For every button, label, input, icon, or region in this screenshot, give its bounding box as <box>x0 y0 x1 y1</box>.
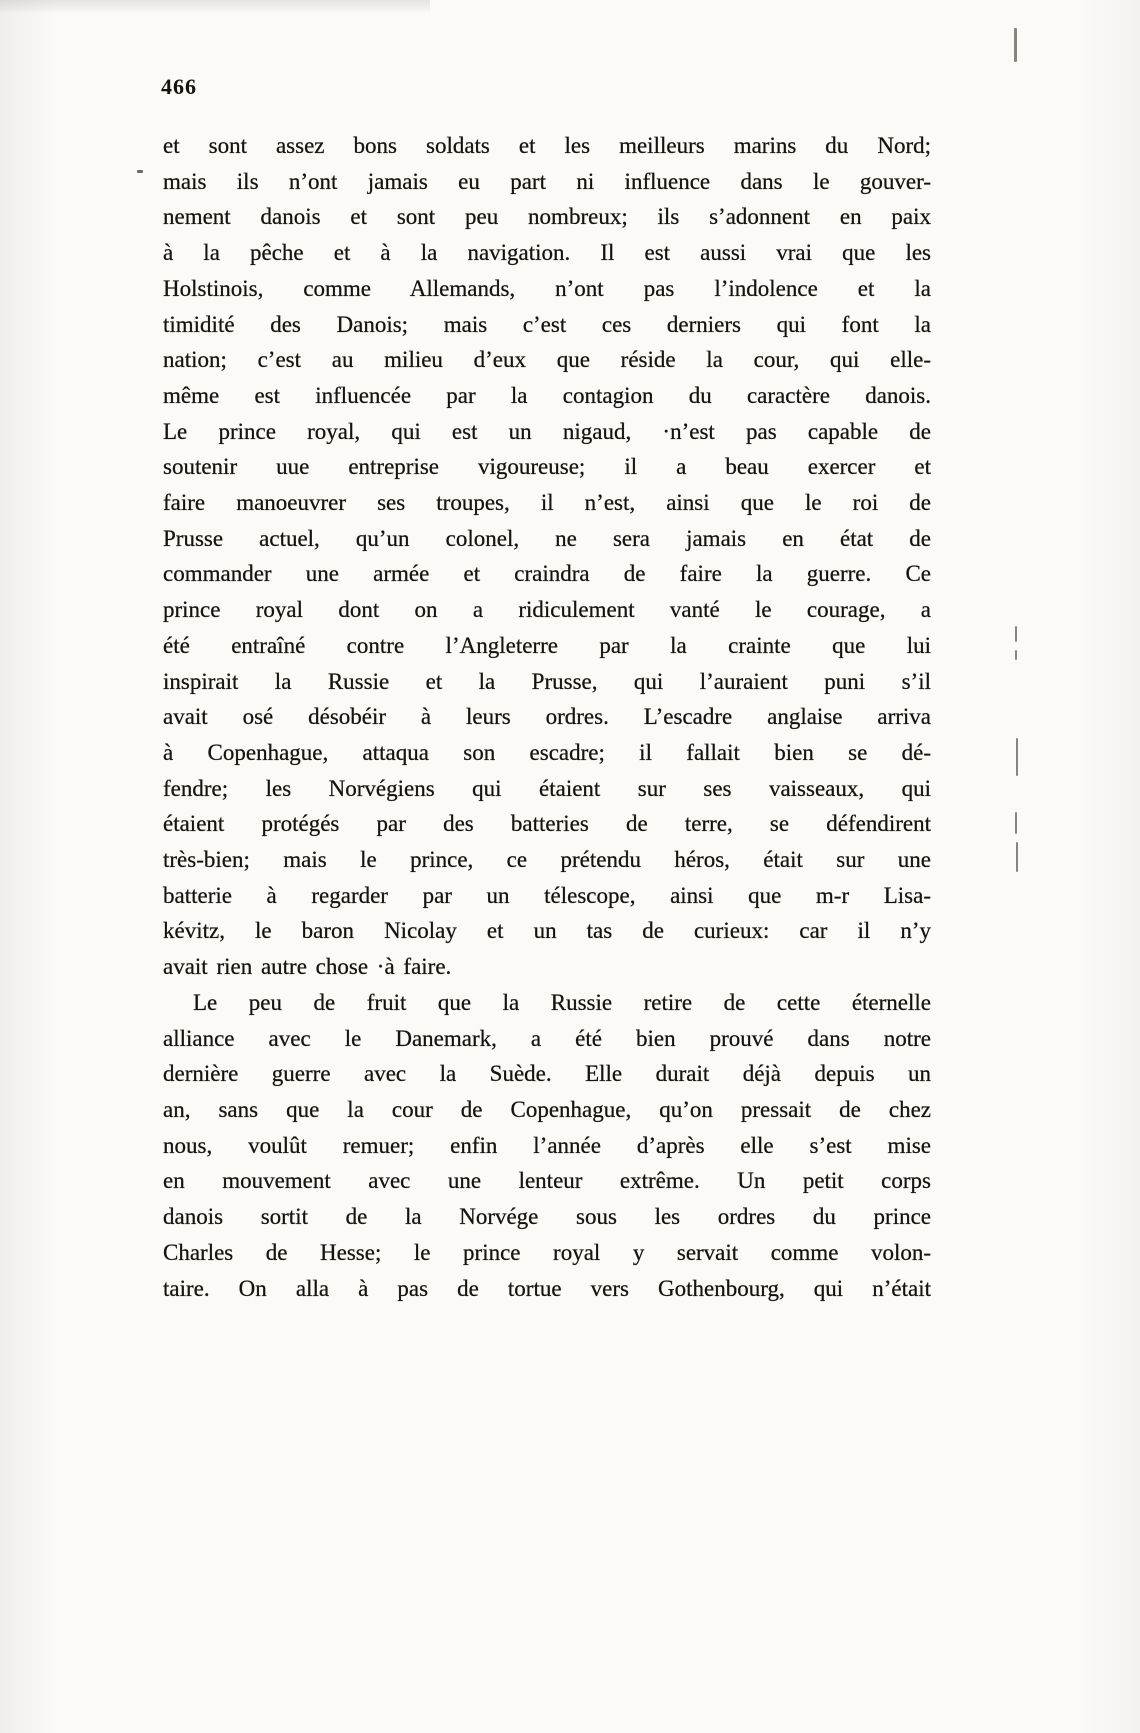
scan-artifact <box>1014 28 1017 62</box>
text-line: avait osé désobéir à leurs ordres. L’escadre anglaise arriva <box>163 704 931 730</box>
text-line: été entraîné contre l’Angleterre par la crainte que lui <box>163 632 931 658</box>
text-line: commander une armée et craindra de faire la guerre. Ce <box>163 561 931 587</box>
scan-artifact <box>1015 812 1017 834</box>
text-line: Charles de Hesse; le prince royal y servait comme volon- <box>163 1239 931 1265</box>
text-line: très-bien; mais le prince, ce prétendu héros, était sur une <box>163 847 931 873</box>
text-block <box>163 128 931 1306</box>
text-line: faire manoeuvrer ses troupes, il n’est, ainsi que le roi de <box>163 490 931 516</box>
text-line: inspirait la Russie et la Prusse, qui l’auraient puni s’il <box>163 668 931 694</box>
text-line: Holstinois, comme Allemands, n’ont pas l’indolence et la <box>163 275 931 301</box>
text-line: nation; c’est au milieu d’eux que réside la cour, qui elle- <box>163 347 931 373</box>
scan-artifact <box>137 170 143 173</box>
text-line: nement danois et sont peu nombreux; ils s’adonnent en paix <box>163 204 931 230</box>
text-line: étaient protégés par des batteries de terre, se défendirent <box>163 811 931 837</box>
text-line: en mouvement avec une lenteur extrême. Un petit corps <box>163 1168 931 1194</box>
text-line: et sont assez bons soldats et les meilleurs marins du Nord; <box>163 133 931 158</box>
text-line: dernière guerre avec la Suède. Elle durait déjà depuis un <box>163 1061 931 1087</box>
scan-artifact <box>1015 650 1017 660</box>
scan-artifact <box>1016 738 1018 776</box>
text-line: prince royal dont on a ridiculement vanté le courage, a <box>163 597 931 623</box>
text-line: an, sans que la cour de Copenhague, qu’on pressait de chez <box>163 1096 931 1122</box>
text-line: avait rien autre chose ·à faire. <box>163 954 452 980</box>
text-line: kévitz, le baron Nicolay et un tas de curieux: car il n’y <box>163 918 931 944</box>
text-line: Prusse actuel, qu’un colonel, ne sera jamais en état de <box>163 525 931 551</box>
text-line: danois sortit de la Norvége sous les ordres du prince <box>163 1204 931 1230</box>
text-line: batterie à regarder par un télescope, ainsi que m-r Lisa- <box>163 882 931 908</box>
text-line: soutenir uue entreprise vigoureuse; il a beau exercer et <box>163 454 931 480</box>
text-line: Le prince royal, qui est un nigaud, ·n’est pas capable de <box>163 418 931 444</box>
text-line: taire. On alla à pas de tortue vers Gothenbourg, qui n’était <box>163 1275 931 1301</box>
text-line: mais ils n’ont jamais eu part ni influence dans le gouver- <box>163 168 931 194</box>
scan-artifact <box>1016 842 1018 872</box>
page-number: 466 <box>161 74 197 99</box>
scan-artifact <box>1015 626 1017 642</box>
text-line: alliance avec le Danemark, a été bien prouvé dans notre <box>163 1025 931 1051</box>
text-line: à la pêche et à la navigation. Il est aussi vrai que les <box>163 240 931 266</box>
text-line: Le peu de fruit que la Russie retire de cette éternelle <box>193 989 931 1015</box>
text-line: nous, voulût remuer; enfin l’année d’après elle s’est mise <box>163 1132 931 1158</box>
text-line: même est influencée par la contagion du caractère danois. <box>163 382 931 408</box>
text-line: timidité des Danois; mais c’est ces derniers qui font la <box>163 311 931 337</box>
text-line: fendre; les Norvégiens qui étaient sur ses vaisseaux, qui <box>163 775 931 801</box>
text-line: à Copenhague, attaqua son escadre; il fallait bien se dé- <box>163 739 931 765</box>
scan-smudge <box>0 0 430 14</box>
